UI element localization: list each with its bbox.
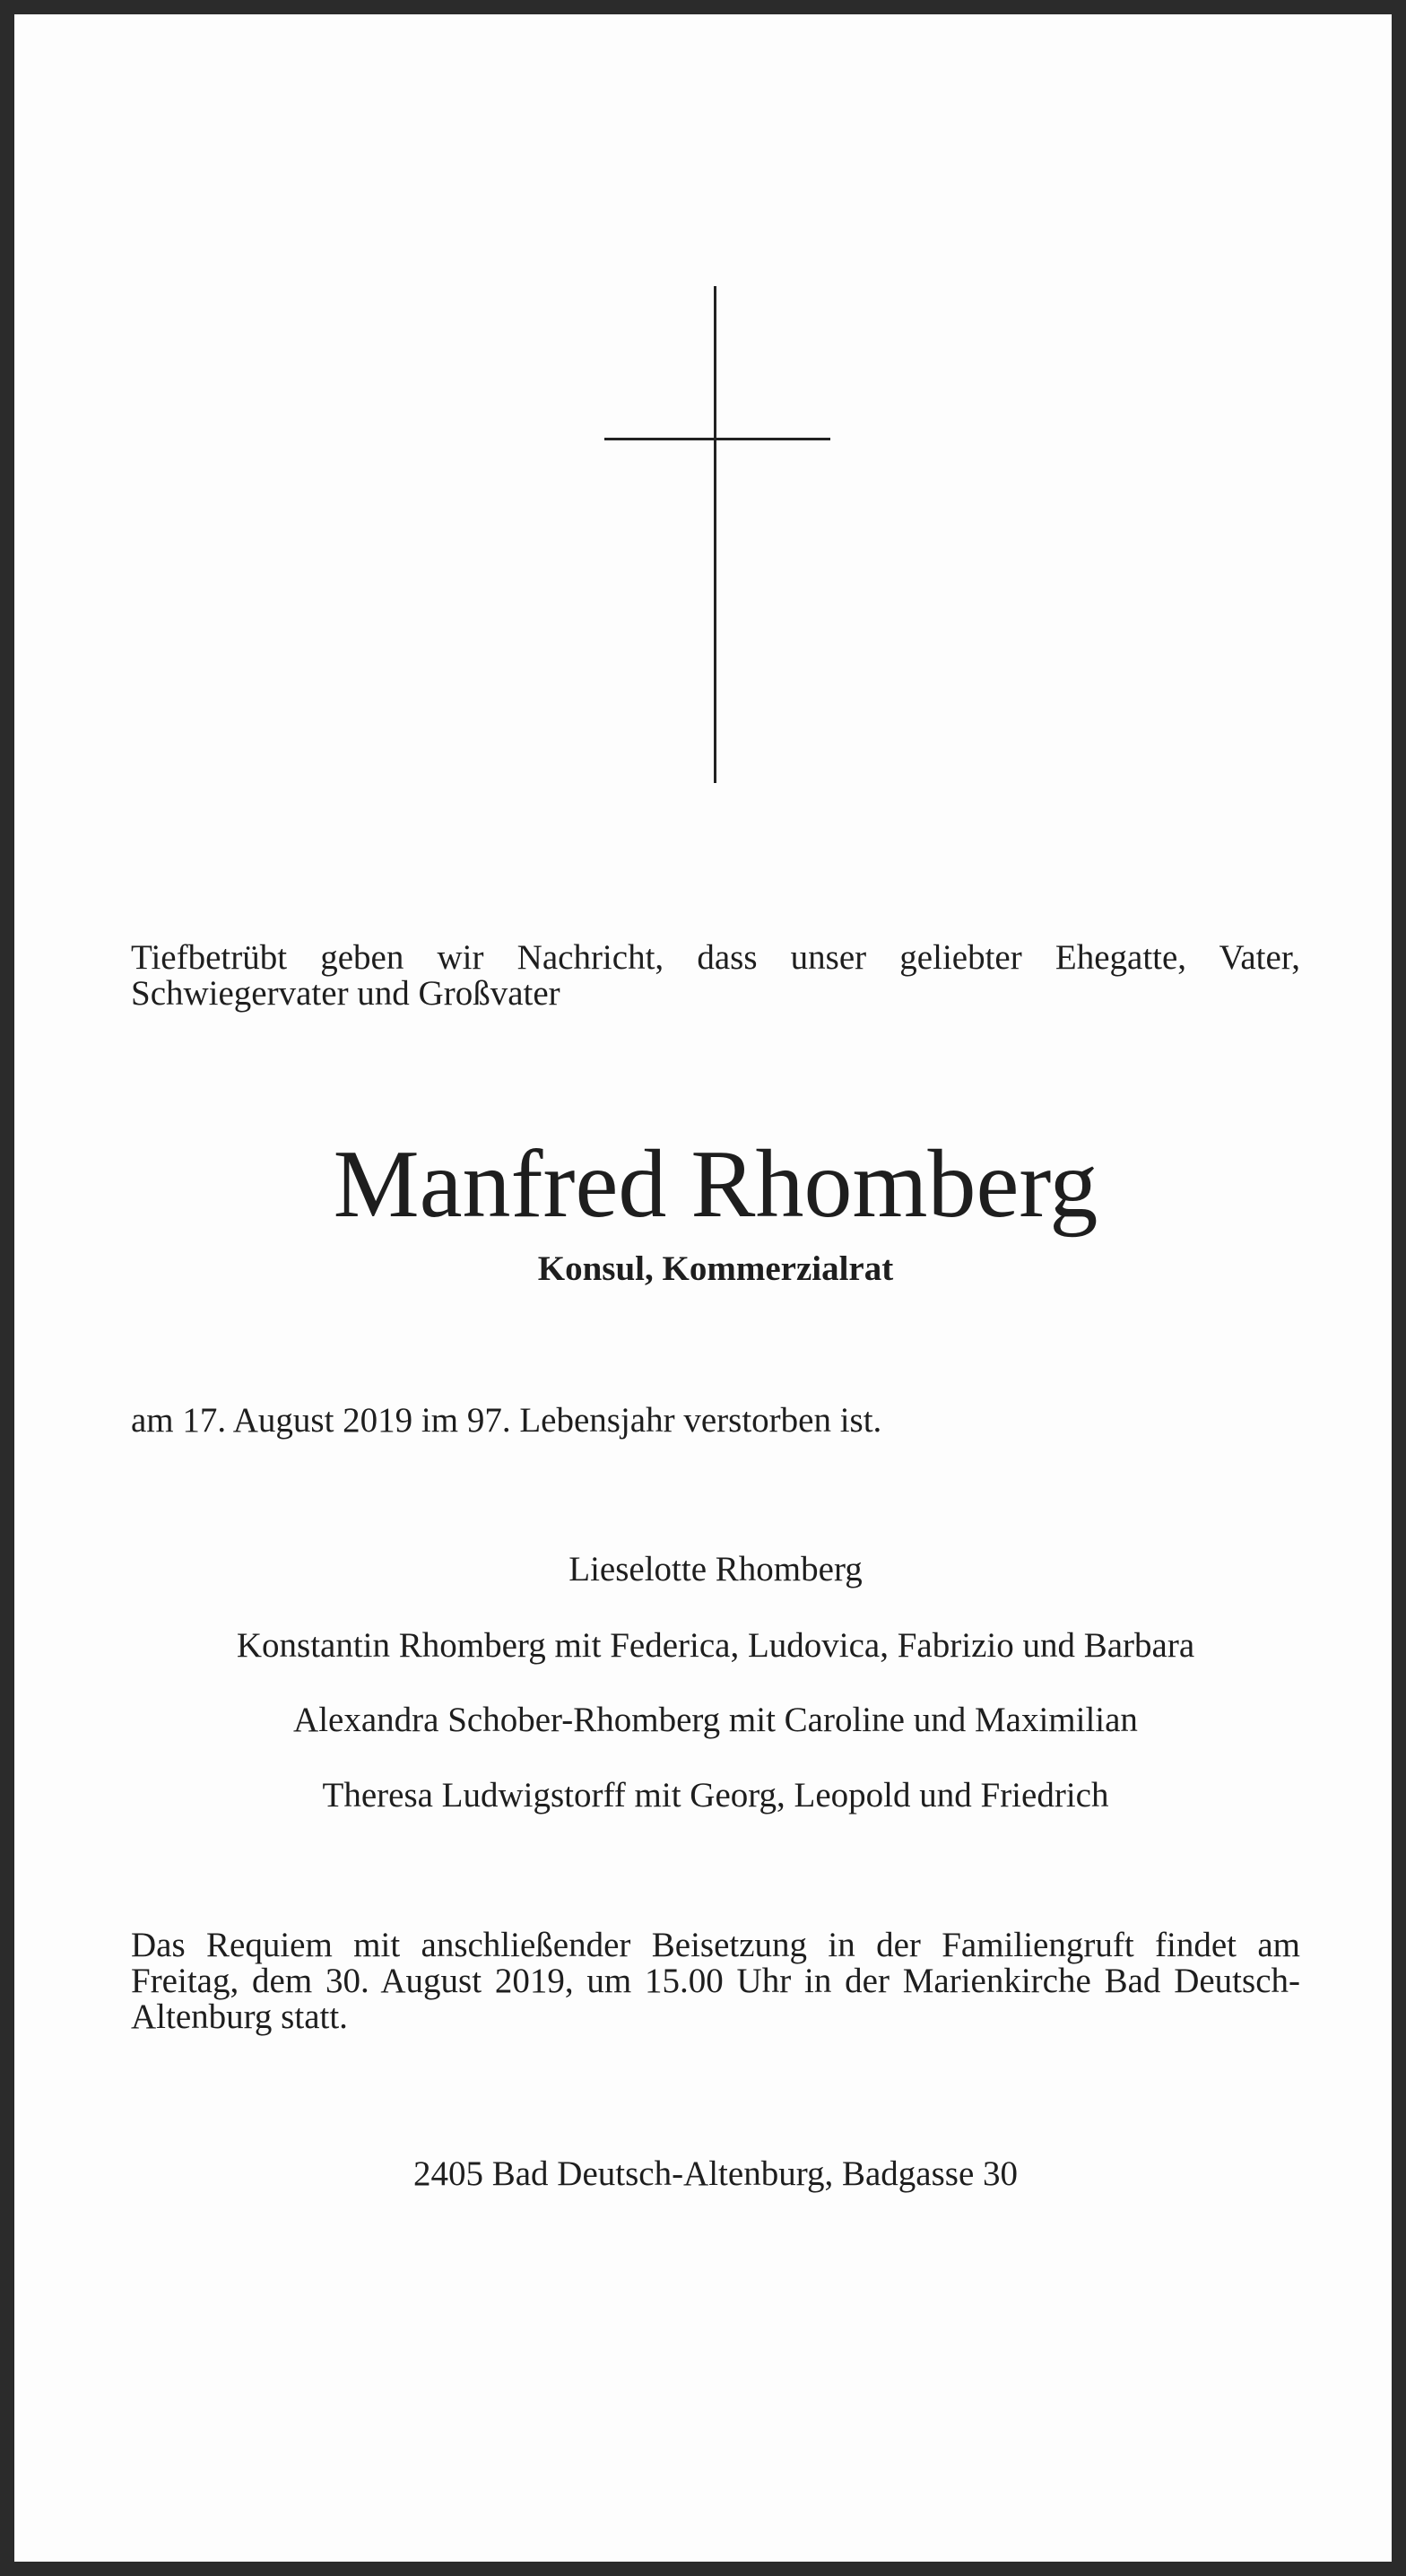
intro-text: Tiefbetrübt geben wir Nachricht, dass unser geliebter Ehegatte, Vater, Schwiegervater und Großvater xyxy=(131,938,1300,1013)
cross-horizontal-bar xyxy=(604,438,830,440)
mourner-line: Alexandra Schober-Rhomberg mit Caroline und Maximilian xyxy=(293,1701,1138,1739)
deceased-titles: Konsul, Kommerzialrat xyxy=(537,1249,894,1288)
mourner-line: Lieselotte Rhomberg xyxy=(568,1550,863,1588)
mourner-line: Konstantin Rhomberg mit Federica, Ludovica, Fabrizio und Barbara xyxy=(236,1626,1195,1665)
requiem-announcement: Das Requiem mit anschließender Beisetzung in der Familiengruft findet am Freitag, dem 30. August 2019, um 15.00 Uhr in der Marienkirche Bad Deutsch-Altenburg statt. xyxy=(131,1926,1300,2036)
family-address: 2405 Bad Deutsch-Altenburg, Badgasse 30 xyxy=(412,2154,1019,2193)
deceased-name: Manfred Rhomberg xyxy=(333,1131,1098,1238)
mourner-line: Theresa Ludwigstorff mit Georg, Leopold und Friedrich xyxy=(322,1776,1109,1815)
death-statement: am 17. August 2019 im 97. Lebensjahr verstorben ist. xyxy=(131,1401,882,1440)
cross-vertical-bar xyxy=(714,286,716,783)
